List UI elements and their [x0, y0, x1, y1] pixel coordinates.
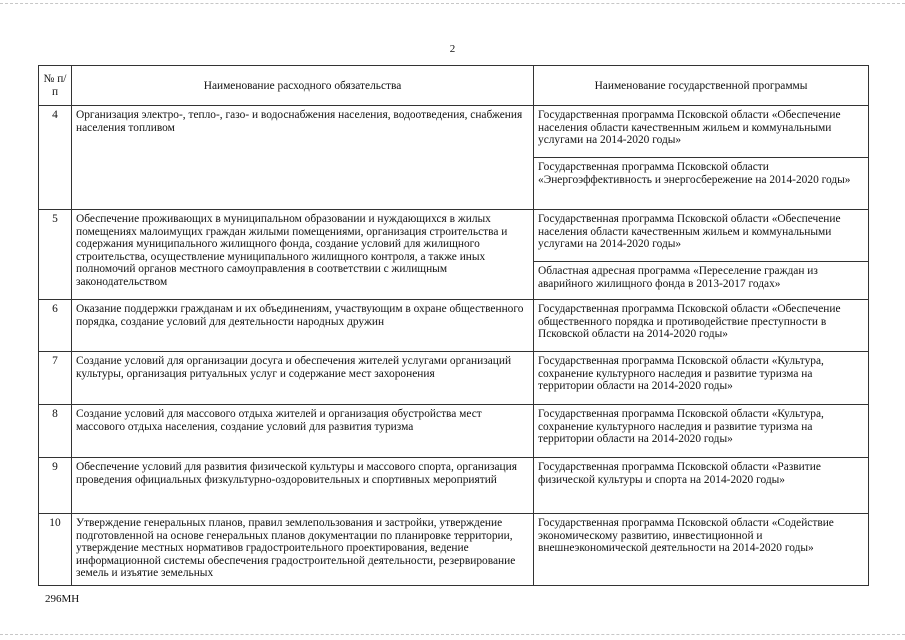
table-row — [39, 514, 869, 586]
table-row — [39, 106, 869, 158]
program-cell: Государственная программа Псковской области «Энергоэффективность и энергосбережение на 2014-2020 годы» — [534, 158, 869, 210]
program-cell: Областная адресная программа «Переселение граждан из аварийного жилищного фонда в 2013-2017 годах» — [534, 262, 869, 300]
row-number: 7 — [39, 352, 72, 405]
row-number: 9 — [39, 458, 72, 514]
program-cell: Государственная программа Псковской области «Обеспечение населения области качественным жильем и коммунальными услугами на 2014-2020 годы» — [534, 210, 869, 262]
obligation-cell: Обеспечение проживающих в муниципальном образовании и нуждающихся в жилых помещениях малоимущих граждан жилыми помещениями, организация строительства и содержания муниципального жилищного фонда, создание условий для жилищного строительства, осуществление муниципального жилищного контроля, а также иных полномочий органов местного самоуправления в соответствии с жилищным законодательством — [72, 210, 534, 300]
scan-edge-top — [0, 3, 905, 4]
program-cell: Государственная программа Псковской области «Обеспечение общественного порядка и противодействие преступности в Псковской области на 2014-2020 годы» — [534, 300, 869, 352]
obligation-cell: Организация электро-, тепло-, газо- и водоснабжения населения, водоотведения, снабжения населения топливом — [72, 106, 534, 210]
obligation-cell: Утверждение генеральных планов, правил землепользования и застройки, утверждение подготовленной на основе генеральных планов документации по планировке территории, утверждение местных нормативов градостроительного проектирования, ведение информационной системы обеспечения градостроительной деятельности, резервирование земель и изъятие земельных — [72, 514, 534, 586]
table-row — [39, 352, 869, 405]
header-program: Наименование государственной программы — [534, 66, 869, 106]
document-code: 296МН — [45, 593, 80, 605]
header-obligation: Наименование расходного обязательства — [72, 66, 534, 106]
row-number: 4 — [39, 106, 72, 210]
row-number: 5 — [39, 210, 72, 300]
header-num: № п/п — [39, 66, 72, 106]
scan-edge-bottom — [0, 634, 905, 635]
program-cell: Государственная программа Псковской области «Обеспечение населения области качественным жильем и коммунальными услугами на 2014-2020 годы» — [534, 106, 869, 158]
row-number: 10 — [39, 514, 72, 586]
table-row — [39, 210, 869, 262]
obligation-cell: Обеспечение условий для развития физической культуры и массового спорта, организация проведения официальных физкультурно-оздоровительных и спортивных мероприятий — [72, 458, 534, 514]
row-number: 8 — [39, 405, 72, 458]
row-number: 6 — [39, 300, 72, 352]
obligation-cell: Создание условий для организации досуга и обеспечения жителей услугами организаций культуры, организация ритуальных услуг и содержание мест захоронения — [72, 352, 534, 405]
page-number: 2 — [449, 43, 456, 55]
obligations-table — [38, 65, 869, 586]
program-cell: Государственная программа Псковской области «Развитие физической культуры и спорта на 2014-2020 годы» — [534, 458, 869, 514]
program-cell: Государственная программа Псковской области «Культура, сохранение культурного наследия и развитие туризма на территории области на 2014-2020 годы» — [534, 405, 869, 458]
table-row — [39, 300, 869, 352]
program-cell: Государственная программа Псковской области «Культура, сохранение культурного наследия и развитие туризма на территории области на 2014-2020 годы» — [534, 352, 869, 405]
obligation-cell: Создание условий для массового отдыха жителей и организация обустройства мест массового отдыха населения, создание условий для развития туризма — [72, 405, 534, 458]
table-row — [39, 458, 869, 514]
program-cell: Государственная программа Псковской области «Содействие экономическому развитию, инвестиционной и внешнеэкономической деятельности на 2014-2020 годы» — [534, 514, 869, 586]
obligation-cell: Оказание поддержки гражданам и их объединениям, участвующим в охране общественного порядка, создание условий для деятельности народных дружин — [72, 300, 534, 352]
table-row — [39, 405, 869, 458]
table-header-row — [39, 66, 869, 106]
